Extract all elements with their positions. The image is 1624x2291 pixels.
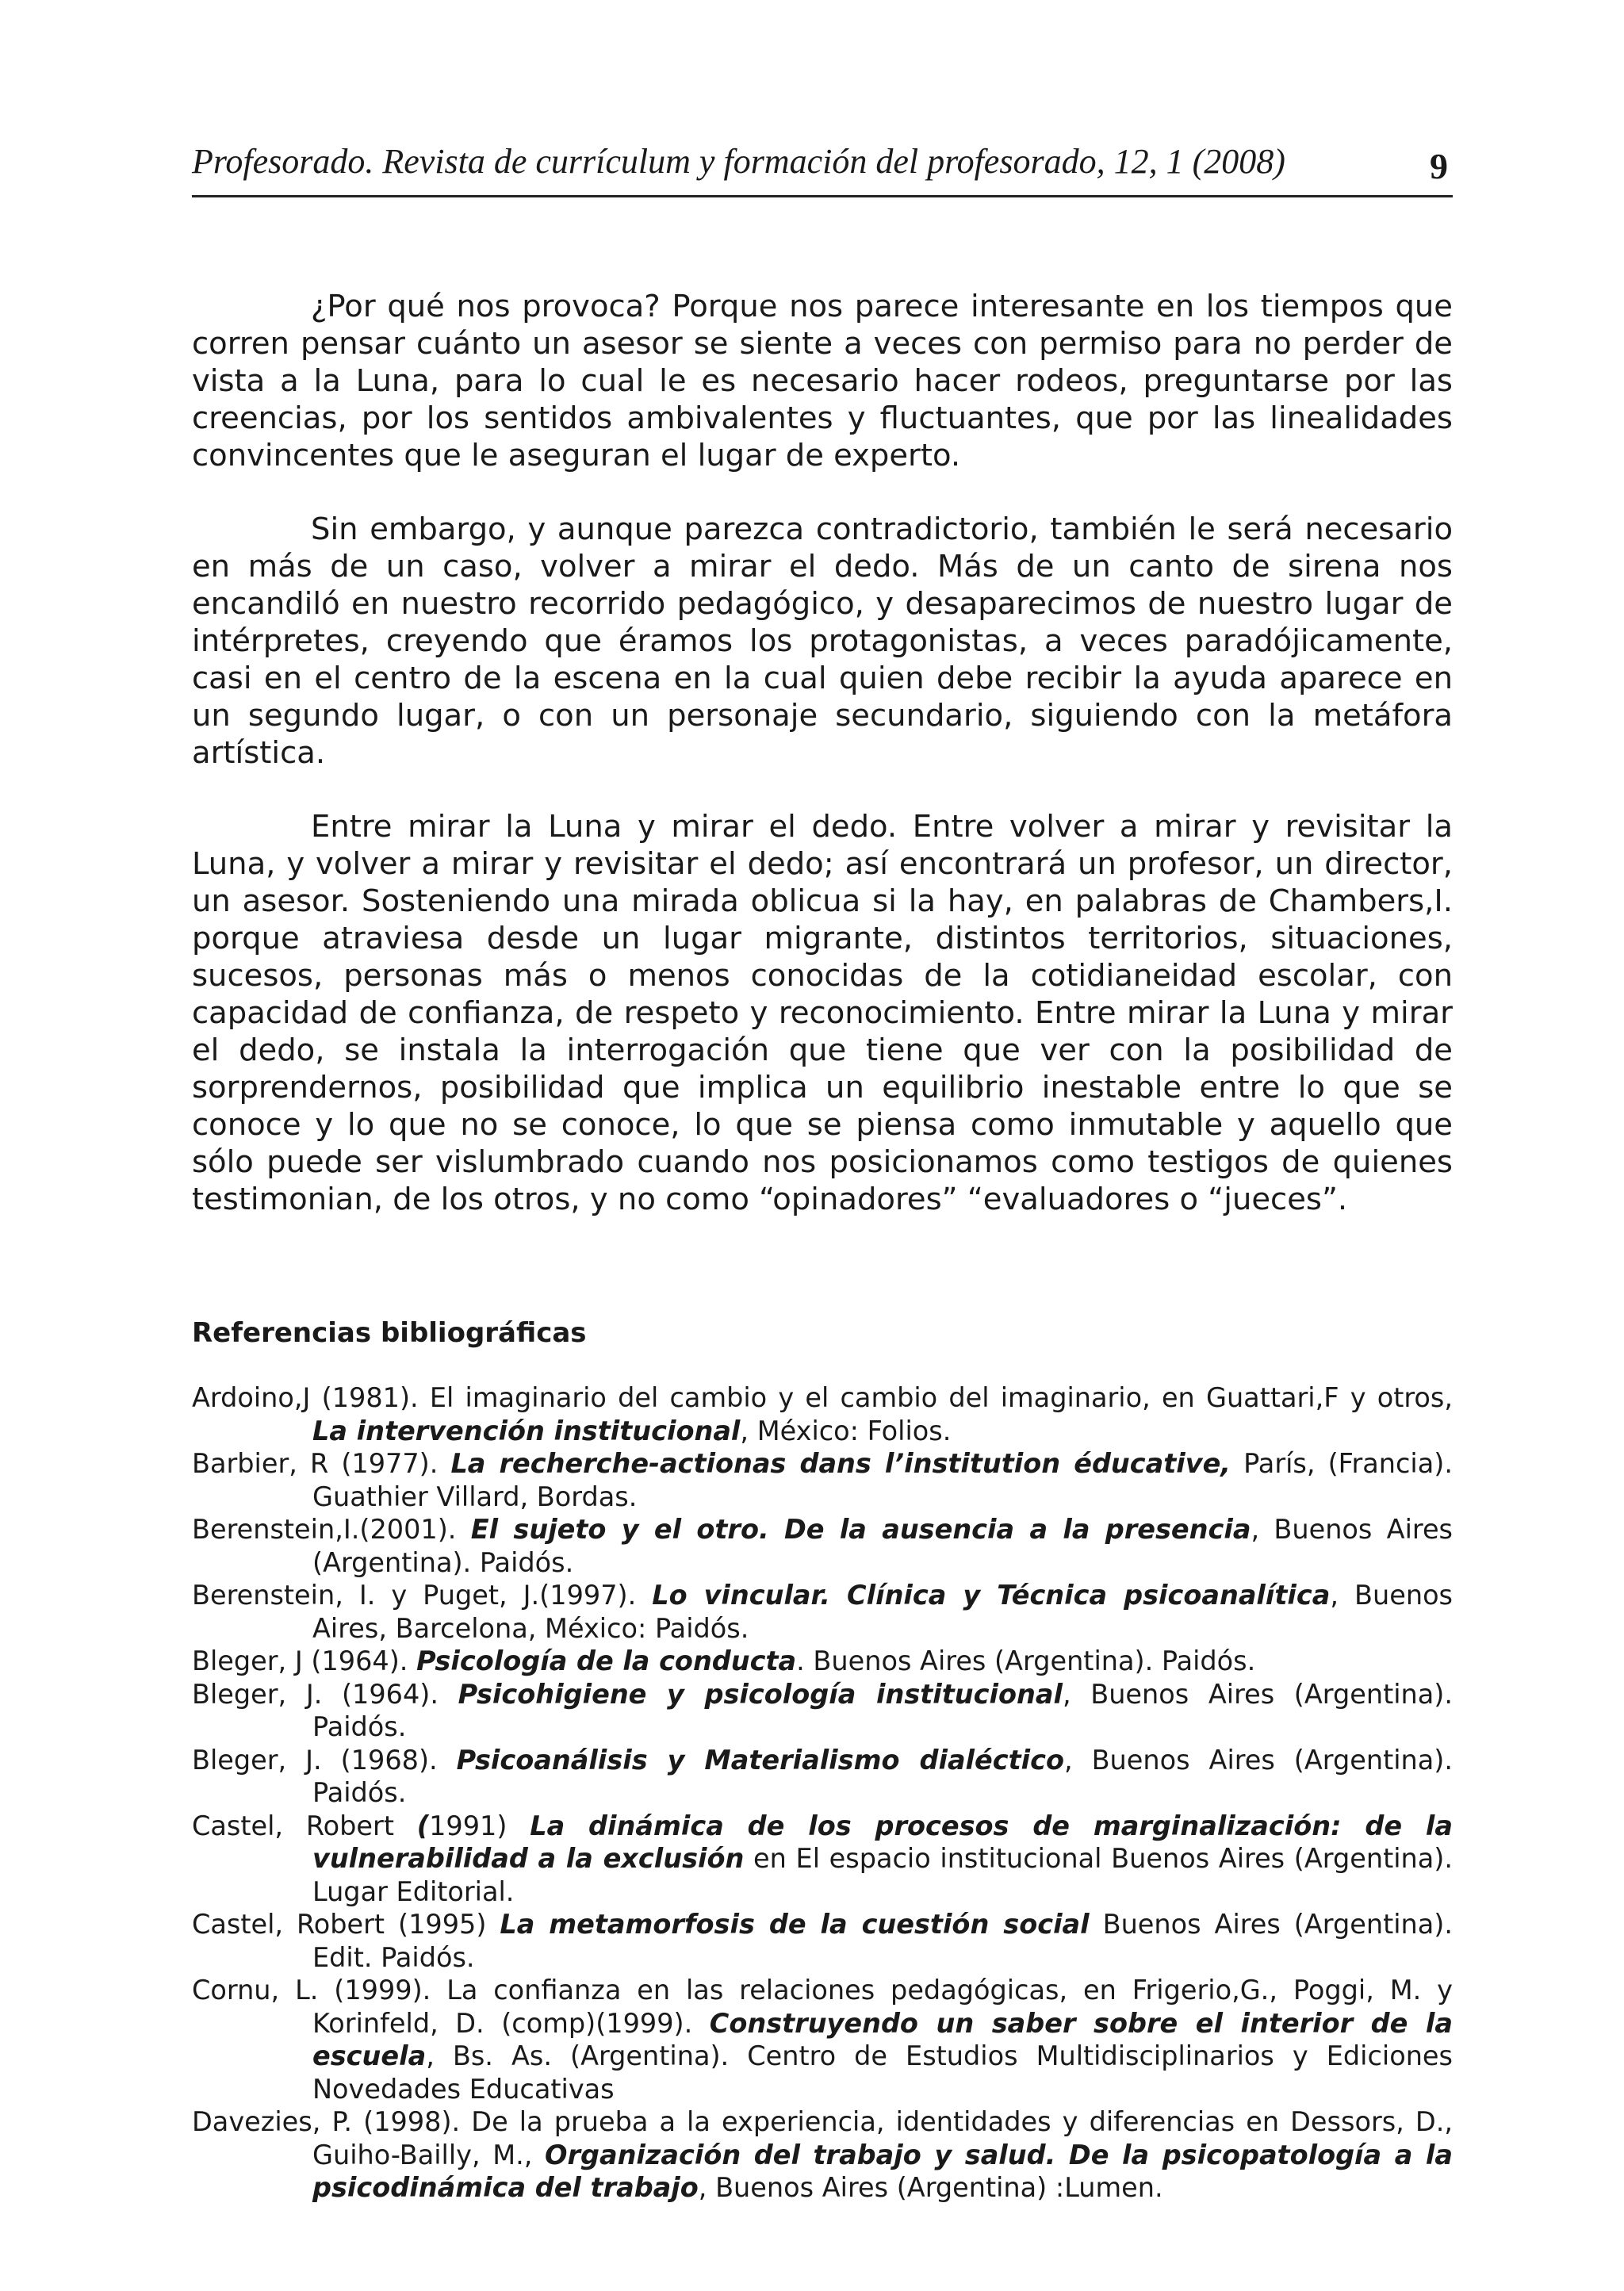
page-number: 9 (1430, 146, 1448, 186)
body-text (192, 288, 1453, 1255)
reference-item: Castel, Robert (1995) La metamorfosis de la cuestión social Buenos Aires (Argentina). Edit. Paidós. (192, 1909, 1453, 1973)
reference-item: Castel, Robert (1991) La dinámica de los procesos de marginalización: de la vulnerabilidad a la exclusión en El espacio institucional Buenos Aires (Argentina). Lugar Editorial. (192, 1810, 1453, 1907)
reference-item: Davezies, P. (1998). De la prueba a la experiencia, identidades y diferencias en Dessors, D., Guiho-Bailly, M., Organización del trabajo y salud. De la psicopatología a la psicodinámica del trabajo, Buenos Aires (Argentina) :Lumen. (192, 2106, 1453, 2203)
running-head: Profesorado. Revista de currículum y formación del profesorado, 12, 1 (2008) (192, 142, 1285, 181)
paragraph-2: Sin embargo, y aunque parezca contradictorio, también le será necesario en más de un caso, volver a mirar el dedo. Más de un canto de sirena nos encandiló en nuestro recorrido pedagógico, y desaparecimos de nuestro lugar de intérpretes, creyendo que éramos los protagonistas, a veces paradójicamente, casi en el centro de la escena en la cual quien debe recibir la ayuda aparece en un segundo lugar, o con un personaje secundario, siguiendo con la metáfora artística. (192, 511, 1453, 771)
reference-item: Bleger, J. (1968). Psicoanálisis y Materialismo dialéctico, Buenos Aires (Argentina). Paidós. (192, 1744, 1453, 1808)
page-header (192, 136, 1453, 197)
paragraph-1: ¿Por qué nos provoca? Porque nos parece interesante en los tiempos que corren pensar cuánto un asesor se siente a veces con permiso para no perder de vista a la Luna, para lo cual le es necesario hacer rodeos, preguntarse por las creencias, por los sentidos ambivalentes y fluctuantes, que por las linealidades convincentes que le aseguran el lugar de experto. (192, 289, 1453, 473)
reference-item: Barbier, R (1977). La recherche-actionas dans l’institution éducative, París, (Francia). Guathier Villard, Bordas. (192, 1448, 1453, 1512)
paragraph-3: Entre mirar la Luna y mirar el dedo. Entre volver a mirar y revisitar la Luna, y volver a mirar y revisitar el dedo; así encontrará un profesor, un director, un asesor. Sosteniendo una mirada oblicua si la hay, en palabras de Chambers,I. porque atraviesa desde un lugar migrante, distintos territorios, situaciones, sucesos, personas más o menos conocidas de la cotidianeidad escolar, con capacidad de confianza, de respeto y reconocimiento. Entre mirar la Luna y mirar el dedo, se instala la interrogación que tiene que ver con la posibilidad de sorprendernos, posibilidad que implica un equilibrio inestable entre lo que se conoce y lo que no se conoce, lo que se piensa como inmutable y aquello que sólo puede ser vislumbrado cuando nos posicionamos como testigos de quienes testimonian, de los otros, y no como “opinadores” “evaluadores o “jueces”. (192, 809, 1453, 1217)
reference-item: Ardoino,J (1981). El imaginario del cambio y el cambio del imaginario, en Guattari,F y otros, La intervención institucional, México: Folios. (192, 1382, 1453, 1446)
reference-item: Cornu, L. (1999). La confianza en las relaciones pedagógicas, en Frigerio,G., Poggi, M. y Korinfeld, D. (comp)(1999). Construyendo un saber sobre el interior de la escuela, Bs. As. (Argentina). Centro de Estudios Multidisciplinarios y Ediciones Novedades Educativas (192, 1975, 1453, 2105)
reference-item: Bleger, J. (1964). Psicohigiene y psicología institucional, Buenos Aires (Argentina). Paidós. (192, 1678, 1453, 1742)
reference-item: Berenstein,I.(2001). El sujeto y el otro. De la ausencia a la presencia, Buenos Aires (Argentina). Paidós. (192, 1514, 1454, 1578)
references-heading: Referencias bibliográficas (192, 1317, 587, 1349)
references-list (192, 1381, 1453, 2205)
reference-item: Bleger, J (1964). Psicología de la conducta. Buenos Aires (Argentina). Paidós. (192, 1645, 1256, 1676)
reference-item: Berenstein, I. y Puget, J.(1997). Lo vincular. Clínica y Técnica psicoanalítica, Buenos Aires, Barcelona, México: Paidós. (192, 1580, 1454, 1644)
